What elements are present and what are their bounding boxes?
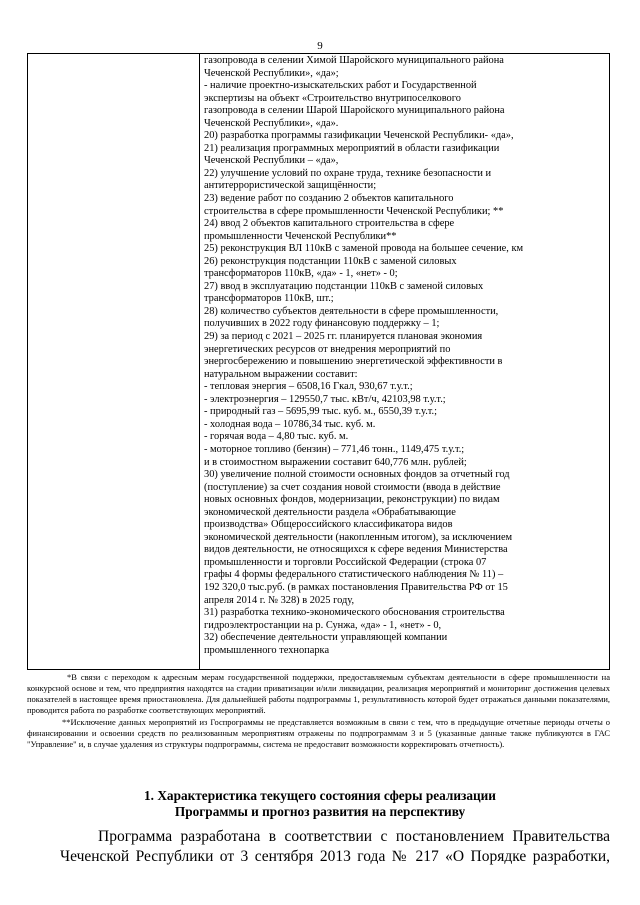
table-cell-line: - моторное топливо (бензин) – 771,46 тонн., 1149,475 т.у.т.;: [204, 443, 465, 455]
table-cell-line: газопровода в селении Химой Шаройского муниципального района: [204, 55, 504, 66]
indicators-table: [27, 53, 610, 670]
table-cell-line: получивших в 2022 году финансовую поддержку – 1;: [204, 318, 440, 330]
table-cell-line: - природный газ – 5695,99 тыс. куб. м., 6550,39 т.у.т.;: [204, 406, 438, 418]
table-cell-line: трансформаторов 110кВ, шт.;: [204, 293, 334, 305]
table-cell-line: - горячая вода – 4,80 тыс. куб. м.: [204, 431, 349, 443]
table-cell-line: энергосбережению и повышению энергетической эффективности в: [204, 356, 503, 368]
table-cell-line: графы 4 формы федерального статистического наблюдения № 11) –: [204, 569, 504, 581]
table-cell-line: производства» Общероссийского классификатора видов: [204, 519, 453, 531]
table-cell-line: промышленности и торговли Российской Федерации (строка 07: [204, 556, 487, 568]
table-cell-line: - электроэнергия – 129550,7 тыс. кВт/ч, 42103,98 т.у.т.;: [204, 393, 446, 405]
table-cell-line: Чеченской Республики – «да»,: [204, 155, 339, 167]
table-cell-line: новых основных фондов, модернизации, реконструкции) по видам: [204, 494, 500, 506]
body-line-1: Программа разработана в соответствии с постановлением Правительства: [98, 828, 610, 845]
table-cell-line: - наличие проектно-изыскательских работ и Государственной: [204, 80, 477, 92]
table-cell-line: 29) за период с 2021 – 2025 гг. планируется плановая экономия: [204, 331, 483, 343]
table-column-divider: [199, 54, 200, 669]
table-cell-line: 25) реконструкция ВЛ 110кВ с заменой провода на большее сечение, км: [204, 243, 524, 255]
table-cell-line: трансформаторов 110кВ, «да» - 1, «нет» - 0;: [204, 268, 398, 280]
table-cell-line: 21) реализация программных мероприятий в области газификации: [204, 142, 500, 154]
table-cell-line: Чеченской Республики», «да».: [204, 117, 339, 129]
section-heading-line-1: 1. Характеристика текущего состояния сферы реализации: [144, 788, 496, 803]
table-cell-line: 27) ввод в эксплуатацию подстанции 110кВ с заменой силовых: [204, 280, 484, 292]
table-cell-line: 22) улучшение условий по охране труда, технике безопасности и: [204, 167, 492, 179]
table-cell-line: - холодная вода – 10786,34 тыс. куб. м.: [204, 418, 376, 430]
table-cell-line: экономической деятельности раздела «Обрабатывающие: [204, 506, 456, 518]
footnote-1: *В связи с переходом к адресным мерам государственной поддержки, предоставляемым субъектам деятельности в сфере промышленности на конкурсной основе и тем, что предприятия находятся на стадии приватизации и/или ликвидации, реализация мероприятий и мониторинг достижения целевых показателей в настоящее время приостановлена. Для дальнейшей работы подпрограммы 1, результативность которой будет отражаться данными показателями, проводится работа по разработке соответствующих мероприятий.: [27, 672, 610, 715]
body-paragraph: [60, 827, 610, 867]
table-cell-line: 192 320,0 тыс.руб. (в рамках постановления Правительства РФ от 15: [204, 581, 508, 593]
table-cell-line: 20) разработка программы газификации Чеченской Республики- «да»,: [204, 130, 514, 142]
table-cell-line: строительства в сфере промышленности Чеченской Республики; **: [204, 205, 504, 217]
footnote-2: **Исключение данных мероприятий из Госпрограммы не представляется возможным в связи с тем, что в предыдущие отчетные периоды отчеты о финансировании и освоении средств по реализованным мероприятиям отражены по подпрограммам 3 и 5 (указанные данные также публикуются в ГАС "Управление" и, в случае удаления из структуры подпрограммы, система не предоставит возможности корректировать отчетность).: [27, 717, 610, 749]
table-cell-line: 28) количество субъектов деятельности в сфере промышленности,: [204, 305, 499, 317]
table-cell-line: натуральном выражении составит:: [204, 368, 358, 380]
table-right-cell: [204, 55, 606, 657]
table-cell-line: 32) обеспечение деятельности управляющей компании: [204, 632, 448, 644]
table-cell-line: 31) разработка технико-экономического обоснования строительства: [204, 607, 505, 619]
table-cell-line: апреля 2014 г. № 328) в 2025 году,: [204, 594, 355, 606]
table-cell-line: экономической деятельности (накопленным итогом), за исключением: [204, 531, 513, 543]
table-cell-line: промышленного технопарка: [204, 644, 330, 656]
table-cell-line: Чеченской Республики», «да»;: [204, 67, 339, 79]
table-cell-line: видов деятельности, не относящихся к сфере ведения Министерства: [204, 544, 508, 556]
table-cell-line: - тепловая энергия – 6508,16 Гкал, 930,67 т.у.т.;: [204, 381, 413, 393]
table-cell-line: газопровода в селении Шарой Шаройского муниципального района: [204, 105, 505, 117]
table-cell-line: промышленности Чеченской Республики**: [204, 230, 397, 242]
table-cell-line: энергетических ресурсов от внедрения мероприятий по: [204, 343, 451, 355]
table-cell-line: (поступление) за счет создания новой стоимости (ввода в действие: [204, 481, 501, 493]
section-heading: [40, 788, 600, 820]
table-cell-line: экспертизы на объект «Строительство внутрипоселкового: [204, 92, 461, 104]
table-cell-line: 26) реконструкция подстанции 110кВ с заменой силовых: [204, 255, 457, 267]
section-heading-line-2: Программы и прогноз развития на перспективу: [174, 804, 466, 819]
footnotes: [27, 672, 610, 750]
table-cell-line: 24) ввод 2 объектов капитального строительства в сфере: [204, 218, 455, 230]
table-cell-line: 23) ведение работ по созданию 2 объектов капитального: [204, 193, 454, 205]
table-cell-line: антитеррористической защищённости;: [204, 180, 377, 192]
table-cell-line: гидроэлектростанции на р. Сунжа, «да» - 1, «нет» - 0,: [204, 619, 442, 631]
table-cell-line: 30) увеличение полной стоимости основных фондов за отчетный год: [204, 469, 510, 481]
page-number: 9: [317, 40, 323, 52]
body-line-2: Чеченской Республики от 3 сентября 2013 года № 217 «О Порядке разработки,: [60, 848, 610, 865]
table-cell-line: и в стоимостном выражении составит 640,776 млн. рублей;: [204, 456, 467, 468]
